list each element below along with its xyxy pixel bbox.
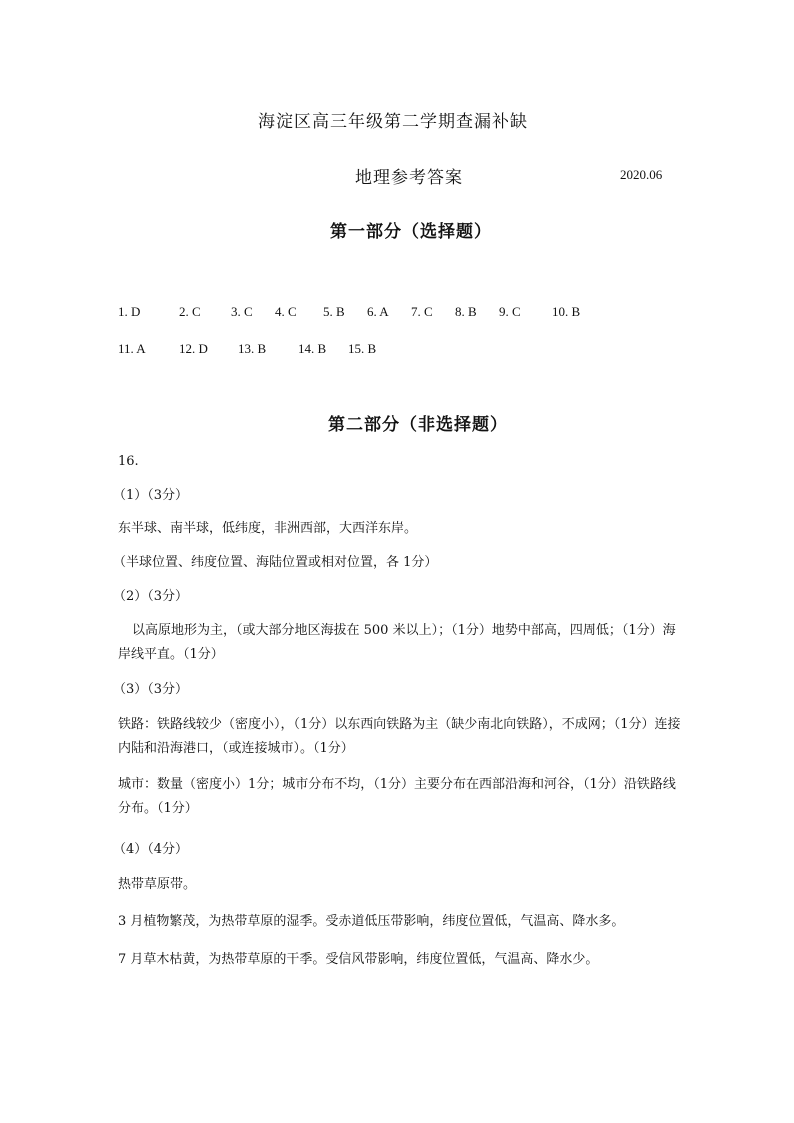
answer-item: 2. C <box>179 304 201 319</box>
answer-item: 14. B <box>298 341 327 356</box>
part2-heading: 第二部分（非选择题） <box>328 415 508 435</box>
answer-row-2 <box>118 341 398 357</box>
sub3-city: 城市：数量（密度小）1分；城市分布不均，（1分）主要分布在西部沿海和河谷，（1分）沿铁路线分布。（1分） <box>118 777 676 816</box>
answer-item: 4. C <box>275 304 297 319</box>
answer-item: 11. A <box>118 341 146 356</box>
sub1-label: （1）（3分） <box>113 488 189 503</box>
sub3-railway: 铁路：铁路线较少（密度小），（1分）以东西向铁路为主（缺少南北向铁路），不成网；（1分）连接内陆和沿海港口，（或连接城市）。（1分） <box>118 717 681 756</box>
question-16-number: 16. <box>118 454 139 469</box>
part1-heading: 第一部分（选择题） <box>330 222 492 242</box>
sub4-march: 3 月植物繁茂，为热带草原的湿季。受赤道低压带影响，纬度位置低，气温高、降水多。 <box>118 914 625 929</box>
answer-item: 7. C <box>411 304 433 319</box>
document-date: 2020.06 <box>620 167 663 182</box>
answer-item: 5. B <box>323 304 345 319</box>
answer-item: 13. B <box>238 341 267 356</box>
answer-item: 10. B <box>552 304 581 319</box>
answer-item: 1. D <box>118 304 141 319</box>
answer-item: 3. C <box>231 304 253 319</box>
sub4-label: （4）（4分） <box>113 842 189 857</box>
document-title: 海淀区高三年级第二学期查漏补缺 <box>258 112 528 132</box>
sub1-note: （半球位置、纬度位置、海陆位置或相对位置，各 1分） <box>113 555 438 570</box>
answer-item: 8. B <box>455 304 477 319</box>
answer-item: 9. C <box>499 304 521 319</box>
sub4-answer: 热带草原带。 <box>118 877 197 892</box>
document-subtitle: 地理参考答案 <box>355 168 463 188</box>
sub2-label: （2）（3分） <box>113 589 189 604</box>
answer-row-1 <box>118 304 602 320</box>
answer-item: 12. D <box>179 341 208 356</box>
sub3-label: （3）（3分） <box>113 682 189 697</box>
answer-item: 6. A <box>367 304 389 319</box>
sub4-july: 7 月草木枯黄，为热带草原的干季。受信风带影响，纬度位置低，气温高、降水少。 <box>118 952 599 967</box>
sub1-answer: 东半球、南半球，低纬度，非洲西部，大西洋东岸。 <box>118 521 418 536</box>
answer-item: 15. B <box>348 341 377 356</box>
sub2-answer: 以高原地形为主，（或大部分地区海拔在 500 米以上）；（1分）地势中部高，四周低；（1分）海岸线平直。（1分） <box>118 623 676 662</box>
